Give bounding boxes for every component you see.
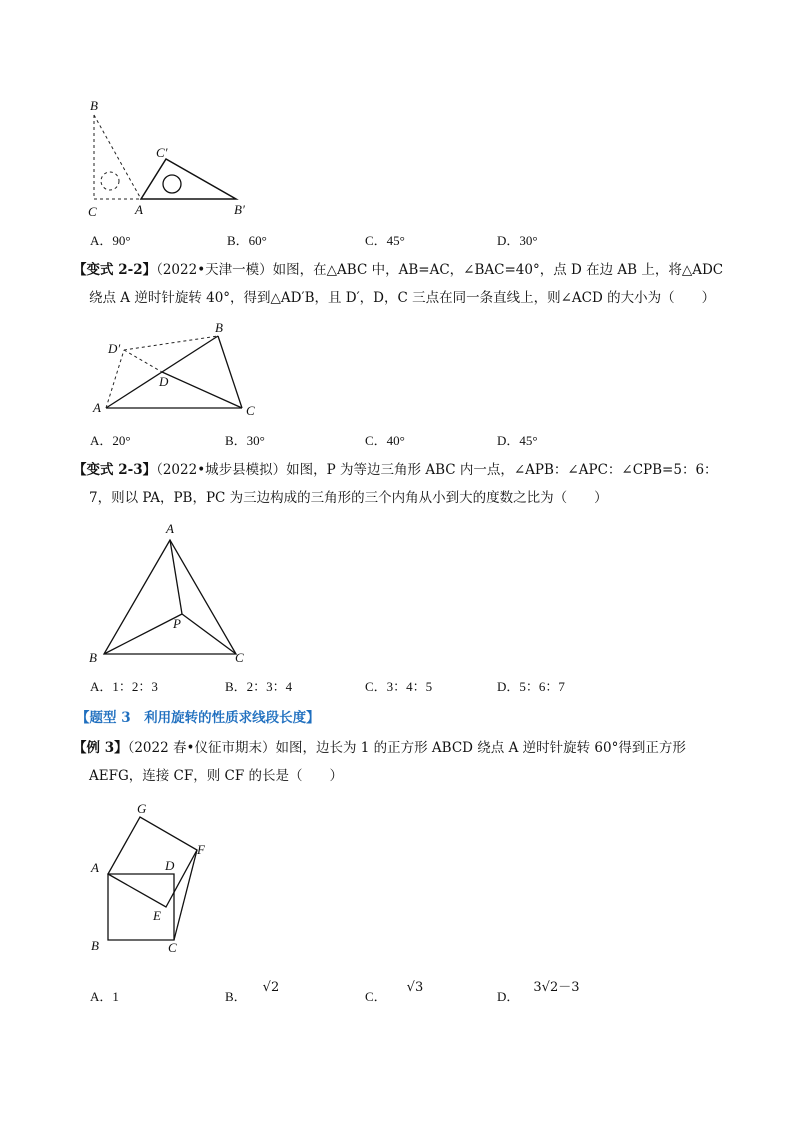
q22-text-line2: 绕点 A 逆时针旋转 40°，得到△AD′B，且 D′，D，C 三点在同一条直线上，则∠ACD 的大小为（ ）: [89, 290, 716, 306]
segment-dc: [162, 372, 242, 408]
figure-equilateral-triangle: [86, 520, 256, 666]
question-2-3: [73, 456, 736, 512]
label-a: A: [91, 860, 99, 875]
label-c: C: [88, 204, 97, 219]
triangle-abc: [104, 540, 236, 654]
q23-line2: [89, 484, 736, 512]
question-2-2: [73, 256, 736, 312]
side-bc: [218, 336, 242, 408]
dashed-side-ab: [94, 115, 141, 199]
ex3-option-a[interactable]: [90, 986, 119, 1005]
section-heading-type-3: 【题型 3 利用旋转的性质求线段长度】: [76, 710, 320, 726]
q1-option-c[interactable]: C．45°: [365, 233, 405, 248]
label-d: D: [159, 374, 169, 389]
ex3-line1: [73, 734, 736, 762]
ex3-option-d-letter: D．: [497, 989, 520, 1004]
label-f: F: [197, 842, 205, 857]
ex3-option-c-value: √3: [406, 980, 424, 995]
q22-option-c[interactable]: C．40°: [365, 433, 405, 448]
dashed-d-prime-b: [124, 336, 218, 350]
label-a: A: [166, 521, 174, 536]
square-abcd: [108, 874, 174, 940]
q23-options: [90, 676, 650, 696]
q22-tag: 【变式 2-2】: [73, 262, 157, 278]
label-b: B: [89, 650, 97, 665]
label-e: E: [153, 908, 161, 923]
ex3-option-c[interactable]: [365, 980, 424, 1005]
q22-options: [90, 430, 650, 450]
example-3: [73, 734, 736, 790]
label-d: D: [165, 858, 175, 873]
dashed-ad-prime: [106, 350, 124, 408]
label-b: B: [215, 320, 223, 335]
q1-options: [90, 230, 650, 250]
label-d-prime: D′: [108, 341, 121, 356]
label-c: C: [246, 403, 255, 418]
solid-circle: [163, 175, 181, 193]
ex3-text-line1: （2022 春•仪征市期末）如图，边长为 1 的正方形 ABCD 绕点 A 逆时针旋转 60°得到正方形: [127, 740, 686, 756]
q23-option-d[interactable]: D．5：6：7: [497, 679, 565, 694]
ex3-option-d-value: 3√2－3: [533, 980, 580, 995]
ex3-option-c-letter: C．: [365, 989, 387, 1004]
label-b: B: [90, 98, 98, 113]
dashed-d-prime-d: [124, 350, 162, 372]
label-c: C: [235, 650, 244, 665]
figure-rotated-triangle: [90, 320, 270, 420]
solid-triangle: [141, 159, 236, 199]
ex3-option-b[interactable]: [225, 980, 280, 1005]
label-a: A: [93, 400, 101, 415]
figure-triangle-rotation: [84, 95, 254, 220]
ex3-text-line2: AEFG，连接 CF，则 CF 的长是（ ）: [89, 768, 344, 784]
label-g: G: [137, 801, 147, 816]
ex3-tag: 【例 3】: [73, 740, 128, 756]
label-b-prime: B′: [234, 202, 245, 217]
q23-line1: [73, 456, 736, 484]
q22-text-line1: （2022•天津一模）如图，在△ABC 中，AB=AC，∠BAC=40°，点 D 在边 AB 上，将△ADC: [156, 262, 724, 278]
ex3-option-d[interactable]: [497, 980, 580, 1005]
label-a: A: [135, 202, 143, 217]
label-p: P: [173, 616, 181, 631]
q1-option-a[interactable]: A．90°: [90, 233, 131, 248]
ex3-option-a-value: 1: [112, 989, 119, 1004]
ex3-option-b-value: √2: [262, 980, 280, 995]
q22-option-b[interactable]: B．30°: [225, 433, 265, 448]
ex3-options: [90, 980, 650, 1008]
q23-text-line1: （2022•城步县模拟）如图，P 为等边三角形 ABC 内一点，∠APB：∠APC：∠CPB=5：6：: [156, 462, 718, 478]
dashed-circle: [101, 172, 119, 190]
q1-option-d[interactable]: D．30°: [497, 233, 538, 248]
q23-option-c[interactable]: C．3：4：5: [365, 679, 433, 694]
segment-pc: [182, 614, 236, 654]
q1-option-b[interactable]: B．60°: [227, 233, 267, 248]
ex3-line2: [89, 762, 736, 790]
square-aefg: [108, 817, 197, 907]
segment-cf: [174, 850, 197, 940]
q23-option-a[interactable]: A．1：2：3: [90, 679, 158, 694]
q22-option-a[interactable]: A．20°: [90, 433, 131, 448]
label-b: B: [91, 938, 99, 953]
label-c-prime: C′: [156, 145, 168, 160]
figure-rotated-squares: [86, 800, 226, 960]
q22-line1: [73, 256, 736, 284]
ex3-option-b-letter: B．: [225, 989, 247, 1004]
q22-option-d[interactable]: D．45°: [497, 433, 538, 448]
ex3-option-a-letter: A．: [90, 989, 113, 1004]
q23-option-b[interactable]: B．2：3：4: [225, 679, 293, 694]
label-c: C: [168, 940, 177, 955]
q23-text-line2: 7，则以 PA，PB，PC 为三边构成的三角形的三个内角从小到大的度数之比为（ ）: [89, 490, 608, 506]
q22-line2: [89, 284, 736, 312]
q23-tag: 【变式 2-3】: [73, 462, 157, 478]
